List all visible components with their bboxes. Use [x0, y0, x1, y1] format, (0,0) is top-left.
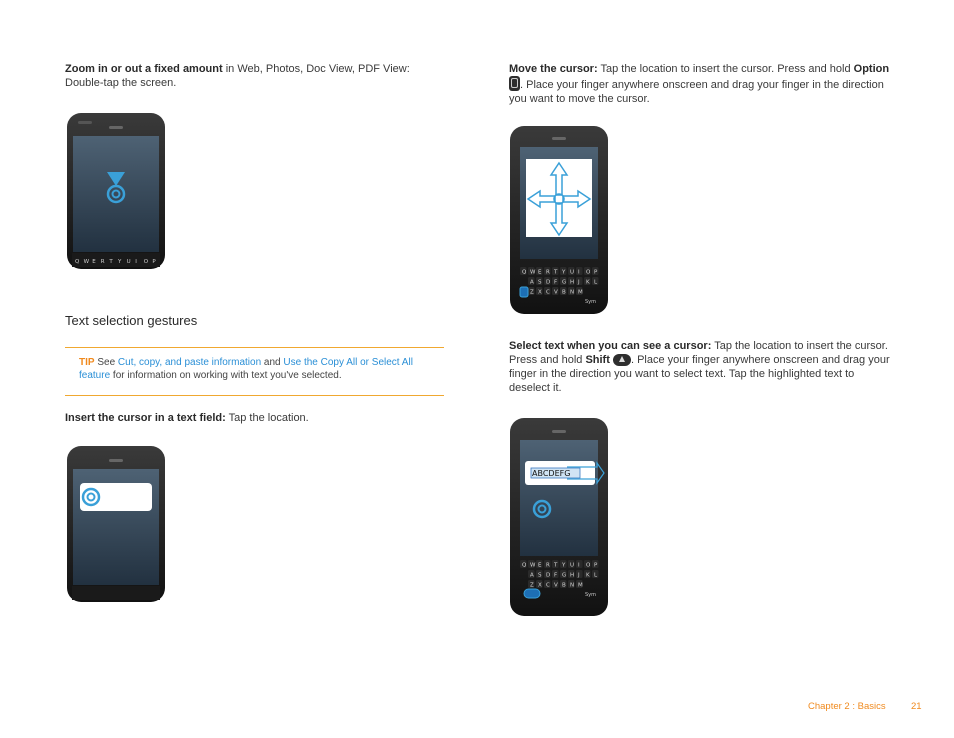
insert-label: Insert the cursor in a text field: — [65, 412, 226, 424]
keyboard-key-label: B — [562, 582, 566, 589]
tip-text: and — [261, 357, 284, 368]
keyboard-key-label: W — [83, 259, 90, 265]
keyboard-key-label: W — [530, 269, 536, 276]
keyboard-key-label: Z — [530, 289, 534, 296]
keyboard-key-label: N — [570, 582, 575, 589]
speaker-grille — [109, 126, 123, 129]
footer-chapter: Chapter 2 : Basics — [808, 701, 886, 712]
keyboard-key-label: K — [586, 572, 590, 579]
keyboard-key-label: V — [554, 582, 558, 589]
keyboard-key-label: Q — [522, 562, 527, 569]
text-field — [80, 483, 152, 511]
keyboard-row — [72, 586, 160, 600]
zoom-label: Zoom in or out a fixed amount — [65, 63, 223, 75]
phone-move-illustration — [509, 125, 609, 315]
phone-zoom-illustration — [66, 112, 166, 270]
keyboard-key-label: T — [554, 269, 558, 276]
keyboard-key-label: O — [586, 562, 591, 569]
option-key-highlight — [520, 287, 528, 297]
keyboard-key-label: R — [100, 259, 105, 265]
keyboard-key-label: S — [538, 572, 542, 579]
keyboard-key-label: E — [538, 562, 542, 569]
keyboard-key-label: Y — [562, 269, 566, 276]
keyboard-key-label: C — [546, 582, 550, 589]
keyboard-key-label: P — [594, 269, 598, 276]
keyboard-key-label: Q — [522, 269, 527, 276]
screen-panel — [526, 159, 592, 237]
select-text: . Place your finger anywhere onscreen and drag your finger in the direction you want to select text. Tap the highlighted text to deselect it. — [509, 354, 890, 394]
move-label: Move the cursor: — [509, 63, 598, 75]
zoom-text: in Web, Photos, Doc View, PDF View: Double-tap the screen. — [65, 63, 410, 89]
keyboard-key-label: Q — [75, 259, 80, 265]
keyboard-key-label: F — [554, 572, 558, 579]
keyboard-key-label: L — [594, 572, 598, 579]
keyboard-key-label: U — [126, 259, 131, 265]
tip-top-rule — [65, 347, 444, 348]
phone-screen — [73, 136, 159, 252]
keyboard-key-label: C — [546, 289, 550, 296]
keyboard-key-label: L — [594, 279, 598, 286]
footer-page-number: 21 — [911, 701, 922, 712]
sym-key-label: Sym — [585, 299, 597, 305]
keyboard-key-label: O — [586, 269, 591, 276]
keyboard-key-label: R — [546, 562, 550, 569]
keyboard-key-label: W — [530, 562, 536, 569]
keyboard-key-label: V — [554, 289, 558, 296]
shift-key-highlight — [524, 589, 540, 598]
keyboard-key-label: U — [570, 562, 575, 569]
keyboard-key-label: A — [530, 279, 534, 286]
insert-text: Tap the location. — [225, 412, 309, 424]
keyboard-key-label: O — [143, 259, 149, 265]
sym-key-label: Sym — [585, 592, 597, 598]
keyboard-key-label: B — [562, 289, 566, 296]
option-key-label: Option — [853, 63, 890, 75]
keyboard-key-label: T — [109, 259, 113, 265]
keyboard-key-label: Z — [530, 582, 534, 589]
keyboard-key-label: K — [586, 279, 590, 286]
tip-box — [79, 356, 439, 382]
keyboard-key-label: X — [538, 582, 542, 589]
keyboard-key-label: R — [546, 269, 550, 276]
keyboard-key-label: U — [570, 269, 575, 276]
keyboard-key-label: M — [578, 289, 583, 296]
move-text: . Place your finger anywhere onscreen and drag your finger in the direction you want to move the cursor. — [509, 79, 884, 105]
select-paragraph — [509, 339, 894, 395]
insert-paragraph — [65, 411, 445, 425]
keyboard-key-label: H — [570, 572, 575, 579]
keyboard-key-label: H — [570, 279, 575, 286]
keyboard-key-label: P — [152, 259, 156, 265]
move-paragraph — [509, 62, 894, 106]
tip-text: for information on working with text you've selected. — [110, 370, 342, 381]
phone-screen — [520, 440, 598, 556]
tip-bottom-rule — [65, 395, 444, 396]
keyboard-key-label: A — [530, 572, 534, 579]
phone-select-illustration — [509, 417, 609, 617]
keyboard-key-label: I — [578, 269, 580, 276]
keyboard-key-label: E — [538, 269, 542, 276]
keyboard-key-label: M — [578, 582, 583, 589]
keyboard-key-label: E — [92, 259, 96, 265]
keyboard-key-label: Y — [562, 562, 566, 569]
move-text: Tap the location to insert the cursor. Press and hold — [597, 63, 854, 75]
selected-text: ABCDEFG — [532, 469, 571, 478]
keyboard-key-label: N — [570, 289, 575, 296]
speaker-grille — [552, 137, 566, 140]
phone-insert-illustration — [66, 445, 166, 603]
keyboard-key-label: G — [562, 572, 567, 579]
option-key-icon — [509, 76, 520, 91]
speaker-grille — [552, 430, 566, 433]
keyboard-key-label: J — [578, 572, 580, 579]
keyboard-key-label: T — [554, 562, 558, 569]
keyboard-key-label: I — [135, 259, 137, 265]
keyboard-key-label: G — [562, 279, 567, 286]
speaker-grille — [109, 459, 123, 462]
section-heading: Text selection gestures — [65, 313, 198, 328]
tip-text: See — [94, 357, 118, 368]
keyboard-key-label: S — [538, 279, 542, 286]
keyboard-key-label: I — [578, 562, 580, 569]
select-text: Tap the location to insert the cursor. Press and hold — [509, 340, 888, 366]
keyboard-key-label: D — [546, 572, 551, 579]
keyboard-key-label: J — [578, 279, 580, 286]
zoom-paragraph — [65, 62, 445, 90]
keyboard-key-label: D — [546, 279, 551, 286]
link-cut-copy-paste[interactable]: Cut, copy, and paste information — [117, 357, 262, 368]
link-copy-all-select-all[interactable]: Use the Copy All or Select All feature — [79, 357, 413, 381]
keyboard-key-label: F — [554, 279, 558, 286]
tip-label: TIP — [79, 357, 95, 368]
shift-key-label: Shift — [585, 354, 610, 366]
keyboard-key-label: Y — [118, 259, 122, 265]
keyboard-key-label: P — [594, 562, 598, 569]
select-label: Select text when you can see a cursor: — [509, 340, 712, 352]
shift-key-icon — [613, 354, 631, 366]
keyboard-key-label: X — [538, 289, 542, 296]
